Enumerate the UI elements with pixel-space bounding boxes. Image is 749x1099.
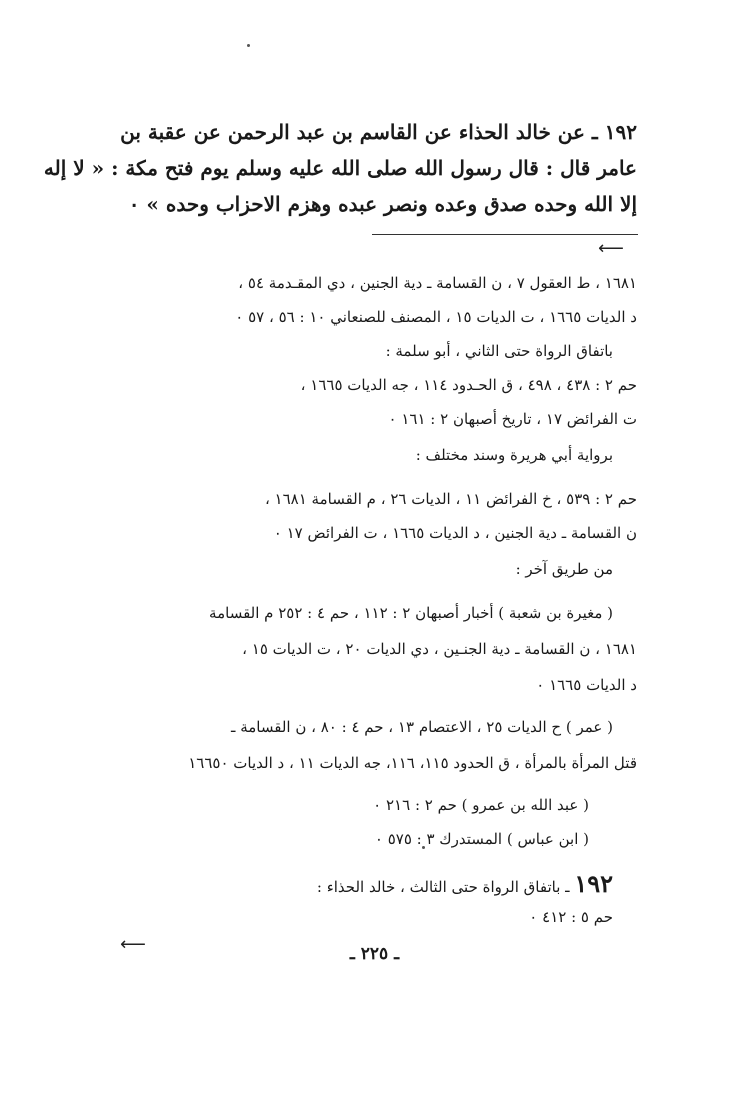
note-line-5: ت الفرائض ١٧ ، تاريخ أصبهان ٢ : ١٦١ ٠ — [388, 410, 637, 428]
note-line-14: قتل المرأة بالمرأة ، ق الحدود ١١٥، ١١٦، جه الديات ١١ ، د الديات ١٦٦٥٠ — [188, 754, 637, 772]
note-line-17-text: ـ باتفاق الرواة حتى الثالث ، خالد الحذاء : — [316, 878, 570, 896]
hadith-line-3: إلا الله وحده صدق وعده ونصر عبده وهزم الاحزاب وحده » ٠ — [128, 192, 637, 216]
hadith-line-1: ١٩٢ ـ عن خالد الحذاء عن القاسم بن عبد الرحمن عن عقبة بن — [120, 120, 637, 144]
hadith-line-2: عامر قال : قال رسول الله صلى الله عليه وسلم يوم فتح مكة : « لا إله — [43, 156, 637, 180]
note-line-1: ١٦٨١ ، ط العقول ٧ ، ن القسامة ـ دية الجنين ، دي المقـدمة ٥٤ ، — [238, 274, 637, 292]
note-line-18: حم ٥ : ٤١٢ ٠ — [529, 908, 613, 926]
note-line-8: ن القسامة ـ دية الجنين ، د الديات ١٦٦٥ ، ت الفرائض ١٧ ٠ — [273, 524, 637, 542]
scan-speck — [247, 44, 250, 47]
note-line-17 — [317, 870, 613, 899]
note-line-11: ١٦٨١ ، ن القسامة ـ دية الجنـين ، دي الديات ٢٠ ، ت الديات ١٥ ، — [242, 640, 637, 658]
page-number: ـ ٢٢٥ ـ — [349, 944, 400, 964]
note-line-12: د الديات ١٦٦٥ ٠ — [536, 676, 637, 694]
note-line-10: ( مغيرة بن شعبة ) أخبار أصبهان ٢ : ١١٢ ، حم ٤ : ٢٥٢ م القسامة — [209, 604, 613, 622]
left-arrow-icon: ⟵ — [120, 934, 146, 955]
hadith-number: ١٩٢ — [574, 869, 613, 898]
note-line-6: برواية أبي هريرة وسند مختلف : — [415, 446, 613, 464]
note-line-3: باتفاق الرواة حتى الثاني ، أبو سلمة : — [385, 342, 613, 360]
note-line-7: حم ٢ : ٥٣٩ ، خ الفرائض ١١ ، الديات ٢٦ ، م القسامة ١٦٨١ ، — [264, 490, 637, 508]
note-line-13: ( عمر ) ح الديات ٢٥ ، الاعتصام ١٣ ، حم ٤ : ٨٠ ، ن القسامة ـ — [231, 718, 613, 736]
note-line-16: ( ابن عباس ) المستدرك ٣ : ٥٧٥ ٠ — [374, 830, 589, 848]
footnote-divider — [372, 234, 638, 235]
note-line-9: من طريق آخر : — [515, 560, 613, 578]
left-arrow-icon: ⟵ — [598, 238, 624, 259]
note-line-4: حم ٢ : ٤٣٨ ، ٤٩٨ ، ق الحـدود ١١٤ ، جه الديات ١٦٦٥ ، — [300, 376, 637, 394]
note-line-2: د الديات ١٦٦٥ ، ت الديات ١٥ ، المصنف للصنعاني ١٠ : ٥٦ ، ٥٧ ٠ — [235, 308, 637, 326]
note-line-15: ( عبد الله بن عمرو ) حم ٢ : ٢١٦ ٠ — [373, 796, 589, 814]
